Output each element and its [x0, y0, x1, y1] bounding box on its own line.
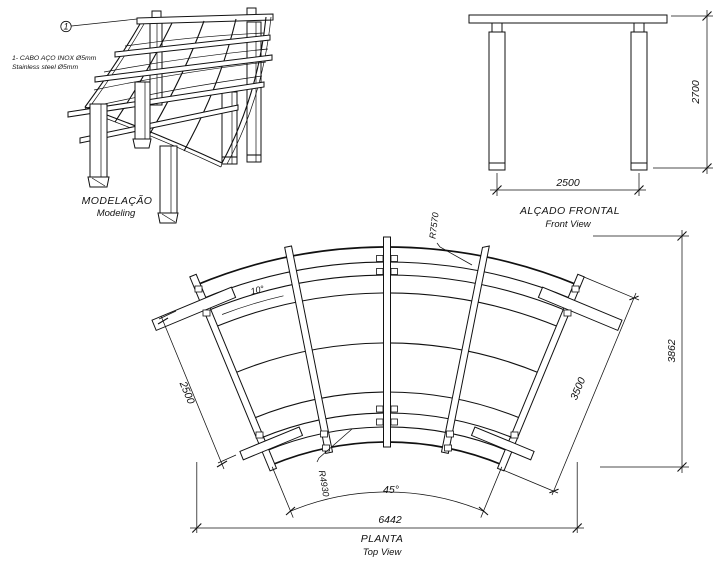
callout-1	[61, 19, 137, 32]
plan-dim-radius-outer	[427, 212, 472, 265]
front-beam	[469, 15, 667, 23]
plan-dim-overall-depth	[593, 230, 689, 473]
plan-dim-radius-inner	[317, 429, 352, 497]
plan-view-subtitle: Top View	[362, 547, 402, 558]
callout-number: 1	[63, 21, 69, 32]
front-dim-span-value: 2500	[556, 177, 580, 189]
plan-dim-overall-width	[190, 462, 584, 533]
model-view-title: MODELAÇÃO	[81, 195, 153, 207]
plan-dim-total-angle	[272, 467, 502, 518]
note-line-1: 1- CABO AÇO INOX Ø5mm	[12, 55, 97, 62]
front-view	[469, 10, 713, 230]
front-dim-height	[653, 10, 713, 174]
edge-left-value: 2500	[176, 379, 197, 406]
edge-right-value: 3500	[568, 375, 589, 402]
model-3d-view	[12, 8, 273, 223]
front-view-title: ALÇADO FRONTAL	[520, 205, 620, 217]
front-left-post	[489, 23, 505, 170]
radius-inner-value: R4930	[316, 469, 332, 498]
plan-dim-edge-left	[158, 311, 236, 469]
bay-angle-value: 10°	[249, 283, 266, 297]
front-dim-height-value: 2700	[690, 80, 702, 104]
plan-view	[152, 212, 689, 558]
front-view-subtitle: Front View	[545, 219, 591, 230]
note-line-2: Stainless steel Ø5mm	[12, 64, 79, 71]
plan-view-title: PLANTA	[360, 533, 404, 545]
model-view-subtitle: Modeling	[96, 208, 136, 219]
front-dim-span	[490, 173, 646, 196]
radius-outer-value: R7570	[427, 211, 441, 240]
total-angle-value: 45°	[383, 484, 399, 496]
overall-depth-value: 3862	[666, 339, 678, 363]
overall-width-value: 6442	[378, 514, 402, 526]
plan-rafters	[190, 237, 584, 471]
front-right-post	[631, 23, 647, 170]
